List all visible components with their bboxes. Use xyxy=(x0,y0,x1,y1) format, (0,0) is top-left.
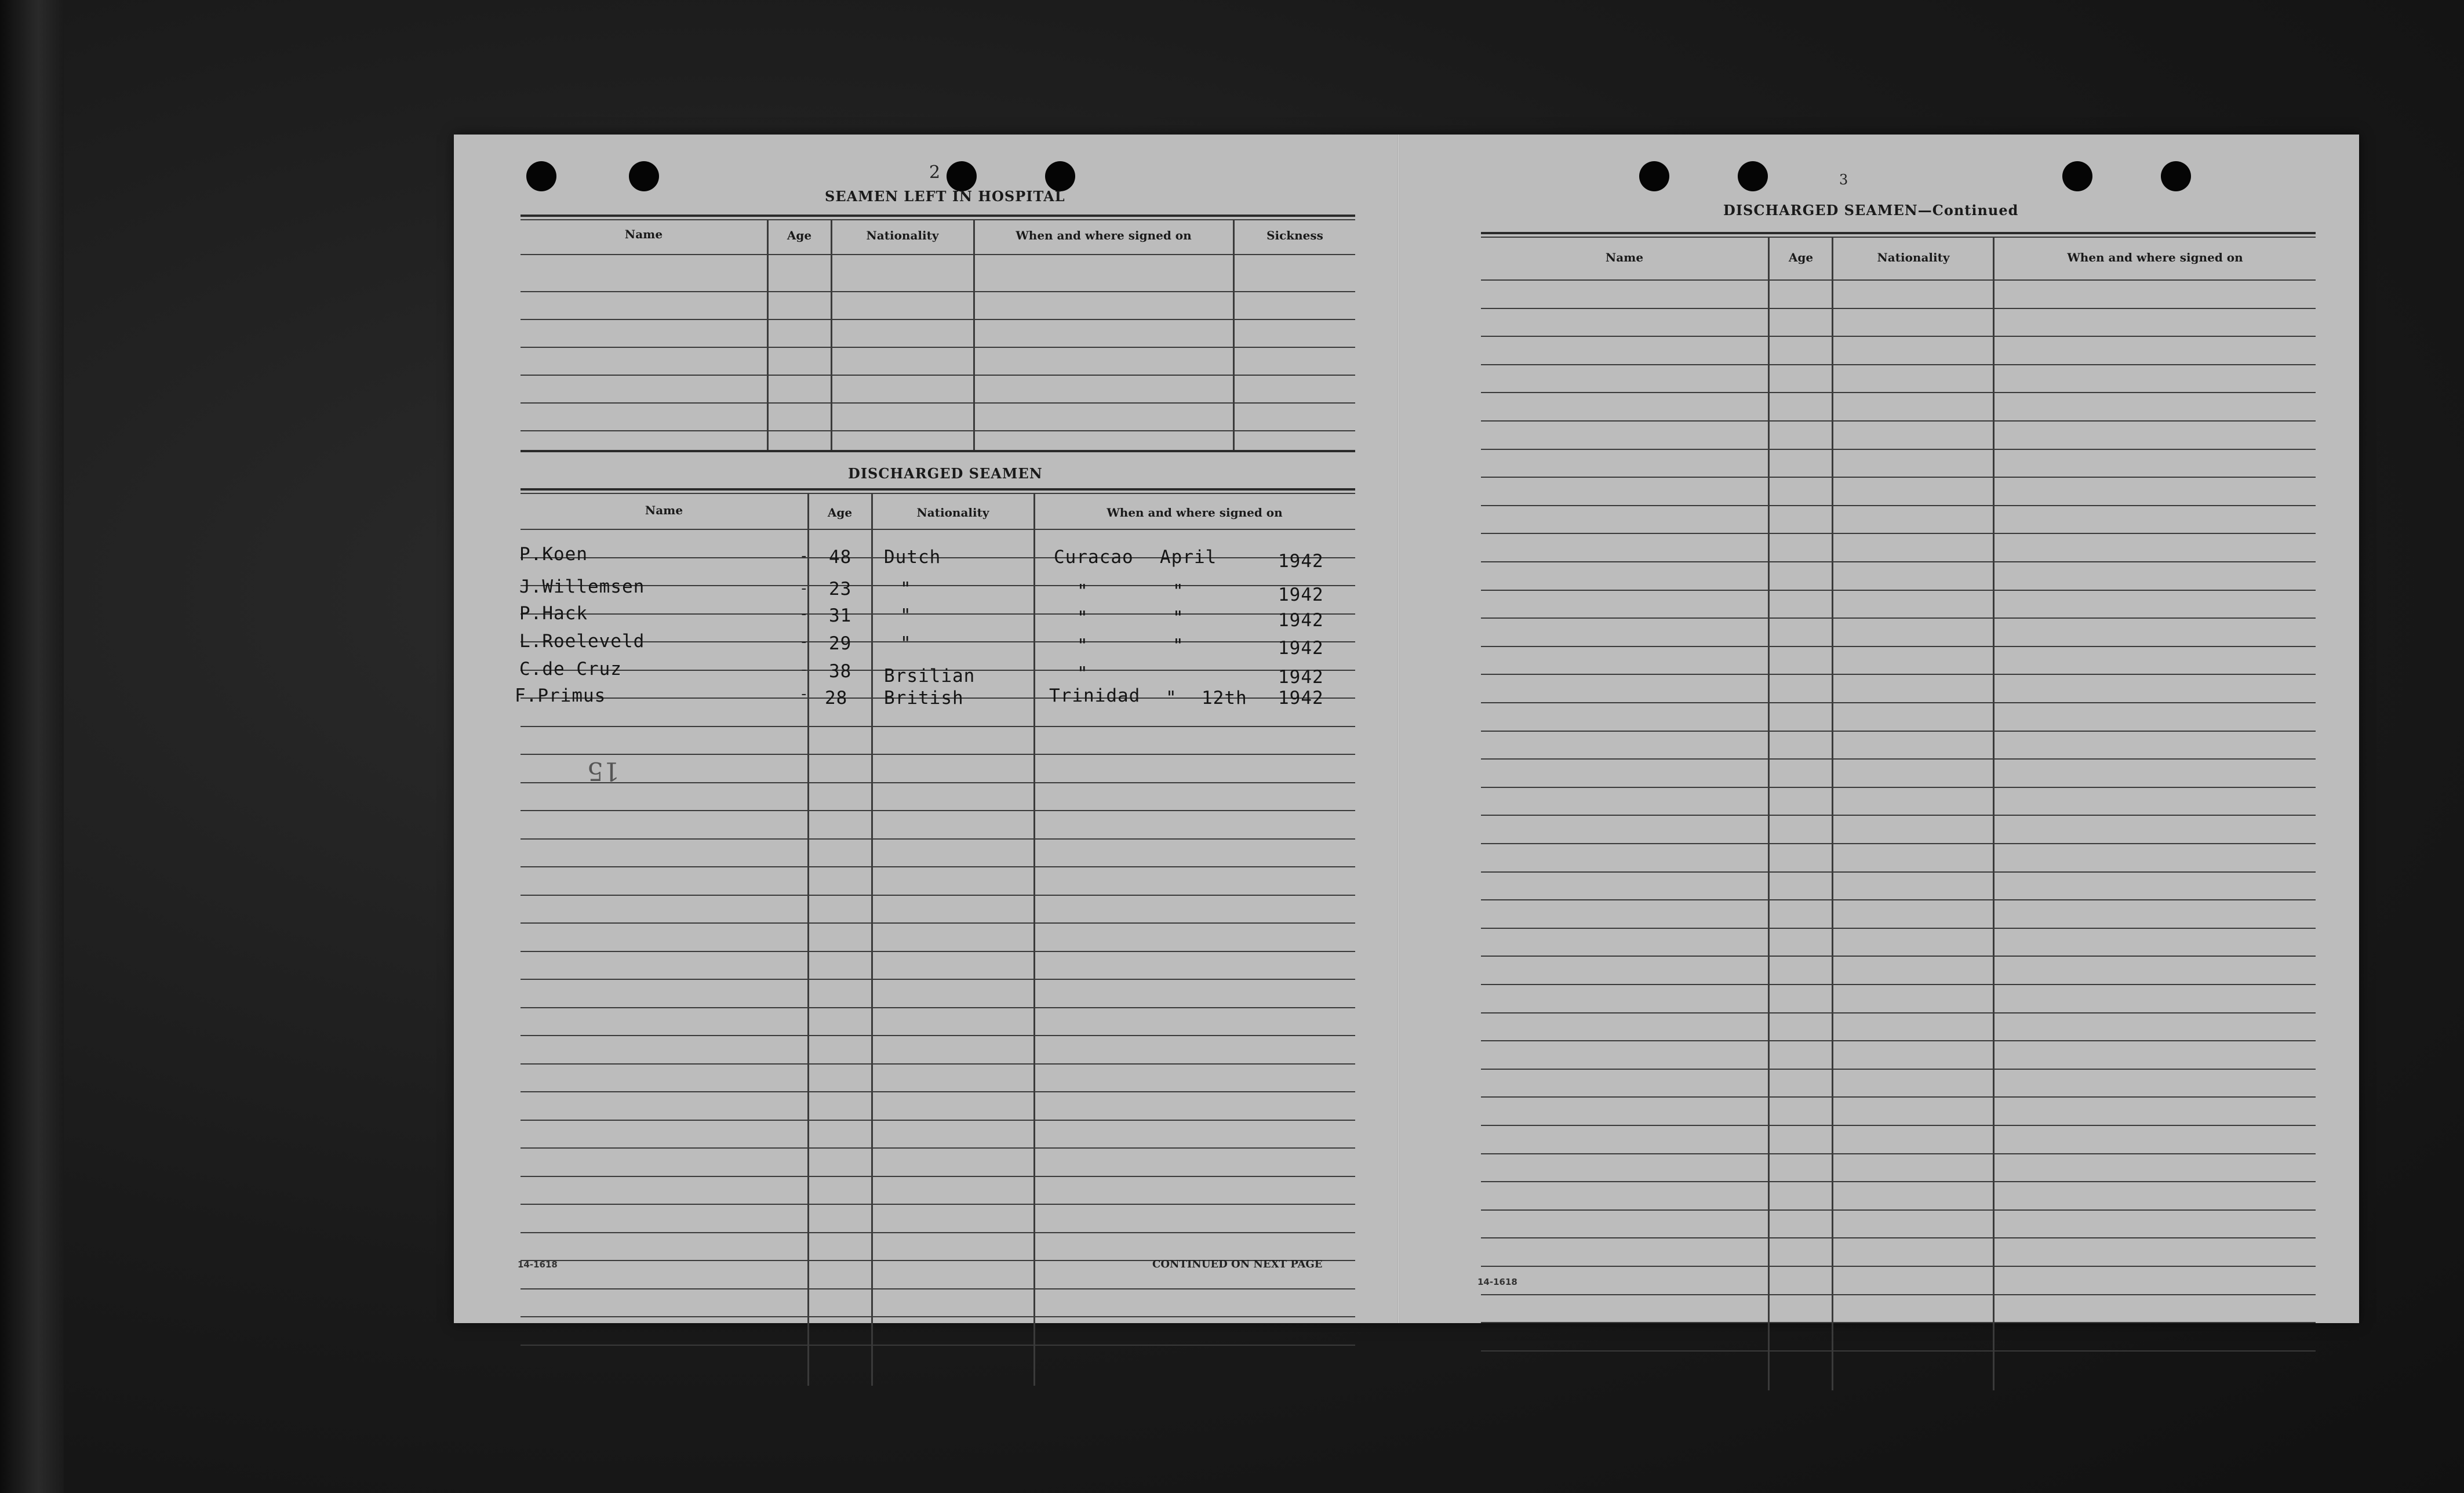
column-divider xyxy=(807,493,809,1386)
rule xyxy=(1481,1012,2316,1014)
rule xyxy=(521,1288,1355,1289)
signed-on-day: 12th xyxy=(1202,688,1247,709)
signed-on-year: 1942 xyxy=(1278,638,1324,659)
seaman-name: C.de Cruz xyxy=(519,659,622,680)
rule xyxy=(1481,674,2316,675)
rule xyxy=(1481,1266,2316,1267)
rule xyxy=(1481,1237,2316,1238)
rule xyxy=(521,1204,1355,1205)
continued-col-signed-on: When and where signed on xyxy=(2067,250,2243,264)
seaman-age: 28 xyxy=(825,688,848,709)
discharged-col-signed-on: When and where signed on xyxy=(1107,506,1283,520)
rule xyxy=(1481,646,2316,647)
rule xyxy=(521,529,1355,530)
rule xyxy=(1481,1322,2316,1323)
seaman-age: 31 xyxy=(829,605,852,626)
rule xyxy=(521,1147,1355,1149)
hospital-section-title: SEAMEN LEFT IN HOSPITAL xyxy=(825,188,1065,205)
signed-on-year: 1942 xyxy=(1278,584,1324,605)
hospital-col-sickness: Sickness xyxy=(1266,228,1323,242)
column-divider xyxy=(871,493,873,1386)
seaman-nationality: " xyxy=(900,579,912,600)
rule xyxy=(521,493,1355,494)
rule xyxy=(1481,1040,2316,1041)
rule xyxy=(1481,758,2316,760)
hospital-col-nationality: Nationality xyxy=(866,228,939,242)
discharged-section-title: DISCHARGED SEAMEN xyxy=(848,465,1043,482)
continued-col-age: Age xyxy=(1788,250,1814,264)
continued-col-nationality: Nationality xyxy=(1877,250,1950,264)
rule xyxy=(1481,1181,2316,1182)
rule xyxy=(521,319,1355,320)
rule xyxy=(1481,815,2316,816)
hospital-col-signed-on: When and where signed on xyxy=(1016,228,1192,242)
rule xyxy=(521,922,1355,924)
signed-on-place: " xyxy=(1077,581,1089,602)
rule xyxy=(521,215,1355,217)
rule xyxy=(1481,984,2316,985)
rule xyxy=(521,810,1355,811)
seaman-nationality: British xyxy=(884,688,964,709)
continued-note: CONTINUED ON NEXT PAGE xyxy=(1152,1258,1323,1270)
seaman-nationality: Brsilian xyxy=(884,666,976,686)
rule xyxy=(521,1063,1355,1065)
rule xyxy=(1481,237,2316,238)
rule xyxy=(521,1345,1355,1346)
signed-on-month: April xyxy=(1160,547,1217,568)
rule xyxy=(521,782,1355,783)
rule xyxy=(1481,449,2316,450)
right-page xyxy=(1399,135,2359,1323)
check-mark: - xyxy=(799,605,809,623)
signed-on-place: " xyxy=(1077,608,1089,629)
rule xyxy=(1481,364,2316,365)
rule xyxy=(521,951,1355,952)
rule xyxy=(1481,308,2316,309)
signed-on-place: Curacao xyxy=(1054,547,1134,568)
rule xyxy=(521,1176,1355,1177)
rule xyxy=(521,979,1355,980)
rule xyxy=(1481,617,2316,619)
check-mark: - xyxy=(799,580,809,597)
form-number: 14-1618 xyxy=(518,1259,558,1270)
rule xyxy=(1481,533,2316,534)
seaman-nationality: " xyxy=(900,633,912,654)
seaman-age: 48 xyxy=(829,547,852,568)
rule xyxy=(1481,1125,2316,1126)
hospital-col-name: Name xyxy=(624,227,663,241)
rule xyxy=(1481,928,2316,929)
seaman-name: P.Koen xyxy=(519,544,588,565)
rule xyxy=(1481,232,2316,234)
signed-on-month: " xyxy=(1173,635,1184,656)
hospital-col-age: Age xyxy=(787,228,812,242)
rule xyxy=(521,430,1355,431)
discharged-col-name: Name xyxy=(645,503,683,517)
document-sheet xyxy=(454,135,2359,1323)
rule xyxy=(1481,1069,2316,1070)
rule xyxy=(521,726,1355,727)
seaman-name: J.Willemsen xyxy=(519,576,645,597)
rule xyxy=(521,613,1355,615)
rule xyxy=(1481,279,2316,281)
rule xyxy=(521,219,1355,220)
rule xyxy=(521,1091,1355,1092)
rule xyxy=(521,1316,1355,1317)
rule xyxy=(521,347,1355,348)
column-divider xyxy=(1832,237,1833,1390)
signed-on-month: " xyxy=(1173,581,1184,602)
rule xyxy=(1481,477,2316,478)
signed-on-year: 1942 xyxy=(1278,610,1324,631)
discharged-col-nationality: Nationality xyxy=(916,506,989,520)
rule xyxy=(1481,731,2316,732)
rule xyxy=(1481,505,2316,506)
continued-section-title: DISCHARGED SEAMEN—Continued xyxy=(1723,202,2019,219)
page-number: 3 xyxy=(1839,172,1848,188)
rule xyxy=(521,1232,1355,1233)
rule xyxy=(521,754,1355,755)
signed-on-place: " xyxy=(1077,635,1089,656)
rule xyxy=(521,1035,1355,1036)
continued-col-name: Name xyxy=(1605,250,1644,264)
signed-on-month: " xyxy=(1173,608,1184,629)
signed-on-month: " xyxy=(1166,688,1177,709)
check-mark: - xyxy=(799,661,809,678)
rule xyxy=(1481,1350,2316,1352)
seaman-age: 29 xyxy=(829,633,852,654)
signed-on-year: 1942 xyxy=(1278,551,1324,572)
rule xyxy=(521,254,1355,255)
rule xyxy=(1481,843,2316,844)
form-number: 14-1618 xyxy=(1477,1277,1517,1287)
rule xyxy=(1481,956,2316,957)
signed-on-place: " xyxy=(1077,663,1089,684)
rule xyxy=(1481,590,2316,591)
rule xyxy=(1481,561,2316,562)
signed-on-place: Trinidad xyxy=(1049,685,1141,706)
rule xyxy=(1481,1096,2316,1098)
seaman-age: 23 xyxy=(829,579,852,600)
rule xyxy=(521,450,1355,452)
column-divider xyxy=(1033,493,1035,1386)
rule xyxy=(521,585,1355,586)
seaman-nationality: " xyxy=(900,605,912,626)
rule xyxy=(521,1007,1355,1008)
rule xyxy=(1481,1153,2316,1154)
rule xyxy=(1481,1209,2316,1211)
seaman-age: 38 xyxy=(829,661,852,682)
rule xyxy=(1481,336,2316,337)
seaman-name: L.Roeleveld xyxy=(519,631,645,652)
seaman-name: F.Primus xyxy=(515,685,606,706)
check-mark: - xyxy=(799,547,809,565)
signed-on-year: 1942 xyxy=(1278,688,1324,709)
rule xyxy=(521,895,1355,896)
seaman-nationality: Dutch xyxy=(884,547,941,568)
seaman-name: P.Hack xyxy=(519,603,588,624)
rule xyxy=(1481,899,2316,900)
column-divider xyxy=(1768,237,1770,1390)
rule xyxy=(1481,420,2316,422)
rule xyxy=(1481,392,2316,393)
rule xyxy=(521,402,1355,404)
rule xyxy=(521,641,1355,642)
rule xyxy=(1481,702,2316,703)
rule xyxy=(521,375,1355,376)
film-edge xyxy=(0,0,64,1493)
column-divider xyxy=(1993,237,1995,1390)
rule xyxy=(521,488,1355,491)
signed-on-year: 1942 xyxy=(1278,667,1324,688)
rule xyxy=(1481,1294,2316,1295)
rule xyxy=(1481,787,2316,788)
check-mark: - xyxy=(799,633,809,651)
rule xyxy=(521,1120,1355,1121)
check-mark: - xyxy=(799,685,809,703)
discharged-col-age: Age xyxy=(827,506,853,520)
left-page xyxy=(454,135,1399,1323)
handwritten-mark: 15 xyxy=(587,756,620,786)
rule xyxy=(1481,871,2316,873)
page-number: 2 xyxy=(929,162,941,183)
rule xyxy=(521,291,1355,292)
rule xyxy=(521,866,1355,867)
rule xyxy=(521,838,1355,840)
